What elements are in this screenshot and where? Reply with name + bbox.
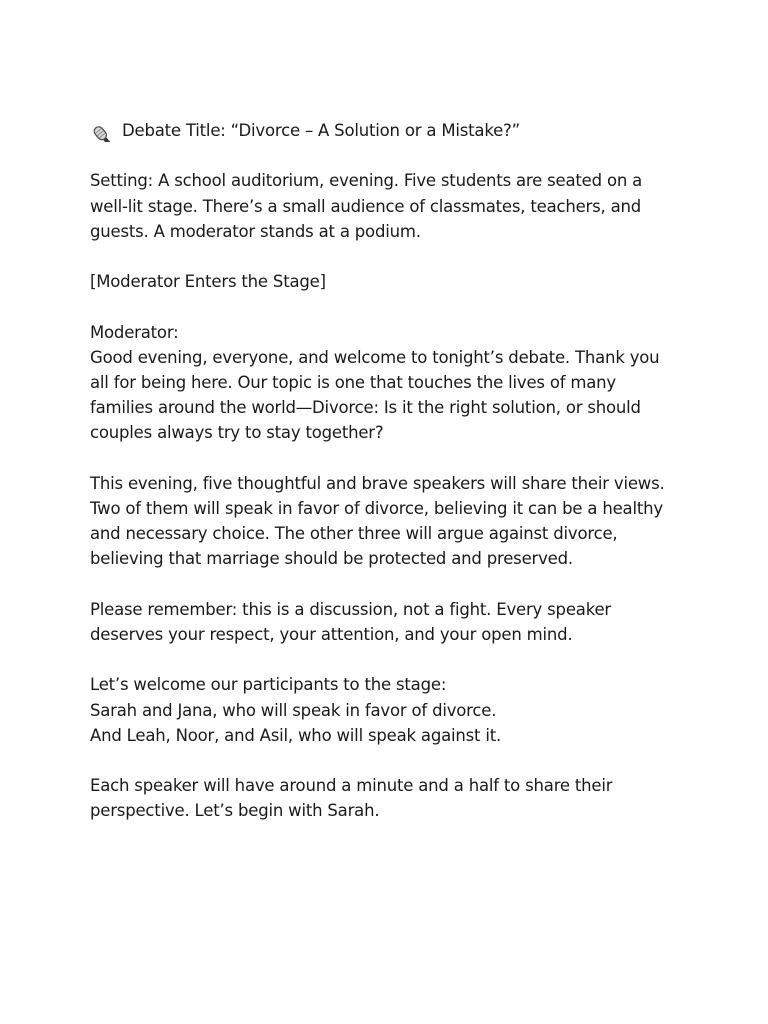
text-line: Good evening, everyone, and welcome to tonight’s debate. Thank you (90, 347, 660, 367)
text-line: And Leah, Noor, and Asil, who will speak against it. (90, 725, 502, 745)
microphone-icon (90, 120, 116, 142)
text-line: Two of them will speak in favor of divorce, believing it can be a healthy (90, 498, 663, 518)
setting-paragraph (90, 168, 690, 244)
stage-direction (90, 269, 690, 294)
stage-direction-text: [Moderator Enters the Stage] (90, 272, 326, 292)
text-line: couples always try to stay together? (90, 423, 384, 443)
text-line: believing that marriage should be protected and preserved. (90, 549, 573, 569)
welcome-paragraph (90, 672, 690, 748)
text-line: Let’s welcome our participants to the stage: (90, 675, 447, 695)
respect-paragraph (90, 597, 690, 647)
speaker-label: Moderator: (90, 322, 179, 342)
text-line: deserves your respect, your attention, and your open mind. (90, 624, 573, 644)
text-line: This evening, five thoughtful and brave speakers will share their views. (90, 473, 665, 493)
text-line: families around the world—Divorce: Is it the right solution, or should (90, 398, 641, 418)
debate-title-text: Debate Title: “Divorce – A Solution or a Mistake?” (122, 121, 520, 140)
text-line: Sarah and Jana, who will speak in favor of divorce. (90, 700, 497, 720)
document-page (90, 118, 690, 849)
time-paragraph (90, 773, 690, 823)
text-line: Setting: A school auditorium, evening. Five students are seated on a (90, 171, 643, 191)
text-line: well-lit stage. There’s a small audience of classmates, teachers, and (90, 196, 642, 216)
text-line: Please remember: this is a discussion, not a fight. Every speaker (90, 599, 611, 619)
text-line: guests. A moderator stands at a podium. (90, 221, 421, 241)
speakers-paragraph (90, 471, 690, 572)
text-line: all for being here. Our topic is one that touches the lives of many (90, 372, 617, 392)
moderator-intro-paragraph (90, 320, 690, 446)
text-line: and necessary choice. The other three will argue against divorce, (90, 524, 618, 544)
text-line: Each speaker will have around a minute and a half to share their (90, 776, 613, 796)
debate-title (90, 118, 690, 143)
text-line: perspective. Let’s begin with Sarah. (90, 801, 380, 821)
